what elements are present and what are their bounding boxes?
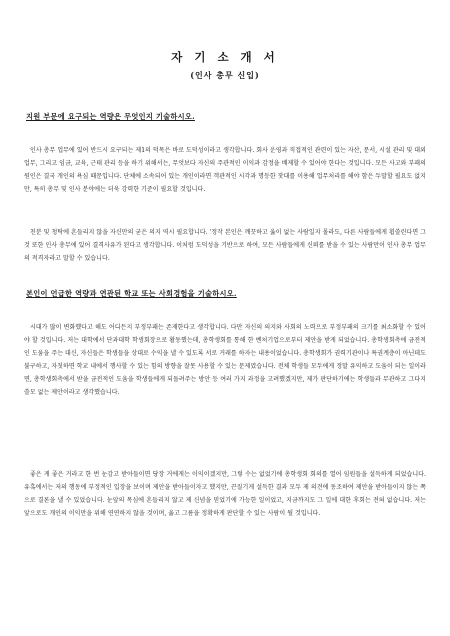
answer-1-paragraph-2 [24, 227, 426, 266]
document-subtitle: (인사 총무 신입) [190, 70, 260, 80]
answer-2-paragraph-2 [24, 469, 426, 521]
answer-1-paragraph-2-text: 친분 및 청탁에 흔들리지 않을 자신만의 굳은 의지 역시 필요합니다. '정작 본인은 깨끗하고 옳이 없는 사람일지 몰라도, 다른 사람들에게 휩쓸린다면 그것 또한 인사 총무에 있어 결격사유가 된다고 생각합니다. 이처럼 도덕성을 기반으로 하여, 모든 사람들에게 신뢰를 받을 수 있는 사람만이 인사 총무 업무의 적격자라고 말할 수 있습니다. [24, 229, 426, 262]
answer-2-paragraph-2-text: 좋은 게 좋은 거라고 한 번 눈감고 받아들이면 당장 거에게는 이익이겠지만, 그렇 수는 없었기에 총학생회 회의를 열어 임원들을 설득하게 되었습니다. 유혹에서는 저의 행동에 부정적인 입장을 보이며 제안을 받아들이자고 했지만, 끈질기게 설득한 결과 모두 제 의견에 동조하여 제안을 받아들이지 않는 쪽으로 결론을 낼 수 있었습니다. 눈앞의 목심에 흔들리지 않고 제 신념을 믿었기에 가능한 일이었고, 지금까지도 그 일에 대한 후회는 전혀 없습니다. 저는 앞으로도 개인의 이익만을 위해 연연하지 않을 것이며, 옳고 그름을 정확하게 판단할 수 있는 사람이 될 것입니다. [24, 471, 426, 517]
answer-1-paragraph-1-text: 인사 총무 업무에 있어 반드시 요구되는 제1의 덕목은 바로 도덕성이라고 생각합니다. 회사 운영과 직접적인 관련이 있는 자산, 문서, 시설 관리 및 대외업무, 그리고 임금, 교육, 근태 관리 등을 하기 위해서는, 무엇보다 자신의 주관적인 이익과 감정을 배제할 수 있어야 한다는 것입니다. 모든 사고와 부패의 원인은 결국 개인의 욕심 때문입니다. 단체에 소속되어 있는 개인이라면 객관적인 시각과 명등한 잣대를 이용해 업무처리를 해야 함은 두말할 필요도 없지만, 특히 총무 및 인사 분야에는 더욱 강력한 기준이 필요할 것입니다. [24, 147, 426, 193]
question-1-heading: 지원 부문에 요구되는 역량은 무엇인지 기술하시오. [26, 112, 195, 121]
document-title: 자 기 소 개 서 [171, 50, 279, 64]
answer-2-paragraph-1 [24, 322, 426, 399]
answer-1-paragraph-1 [24, 145, 426, 197]
answer-2-paragraph-1-text: 시대가 많이 변화했다고 해도 어디든지 부정부패는 존재한다고 생각합니다. 다만 자신의 의지와 사회의 노력으로 부정부패의 크기를 최소화할 수 있어야 할 것입니다. 저는 대학에서 단과대학 학생회장으로 활동했는데, 총학생회를 통해 한 벤처기업으로부터 제안을 받게 되었습니다. 총학생회측에 금전적인 도움을 주는 대신, 자신들은 학생들을 상대로 수익을 낼 수 있도록 서로 거래를 하자는 내용이었습니다. 총학생회가 권력기관이나 특권계층이 아닌데도 불구하고, 자칫하면 학교 내에서 행사할 수 있는 힘의 방향을 잘못 사용할 수 있는 문제였습니다. 전체 학생들 모두에게 정말 유익하고 도움이 되는 일이라면, 총학생회측에서 받을 금전적인 도움을 학생들에게 되돌려주는 방안 등 여러 가지 과정을 고려했겠지만, 제가 판단하기에는 학생들과 무관하고 그다지 쓸모 없는 제안이라고 생각했습니다. [24, 324, 426, 396]
question-2-heading: 본인이 언급한 역량과 연관된 학교 또는 사회경험을 기술하시오. [26, 289, 237, 298]
